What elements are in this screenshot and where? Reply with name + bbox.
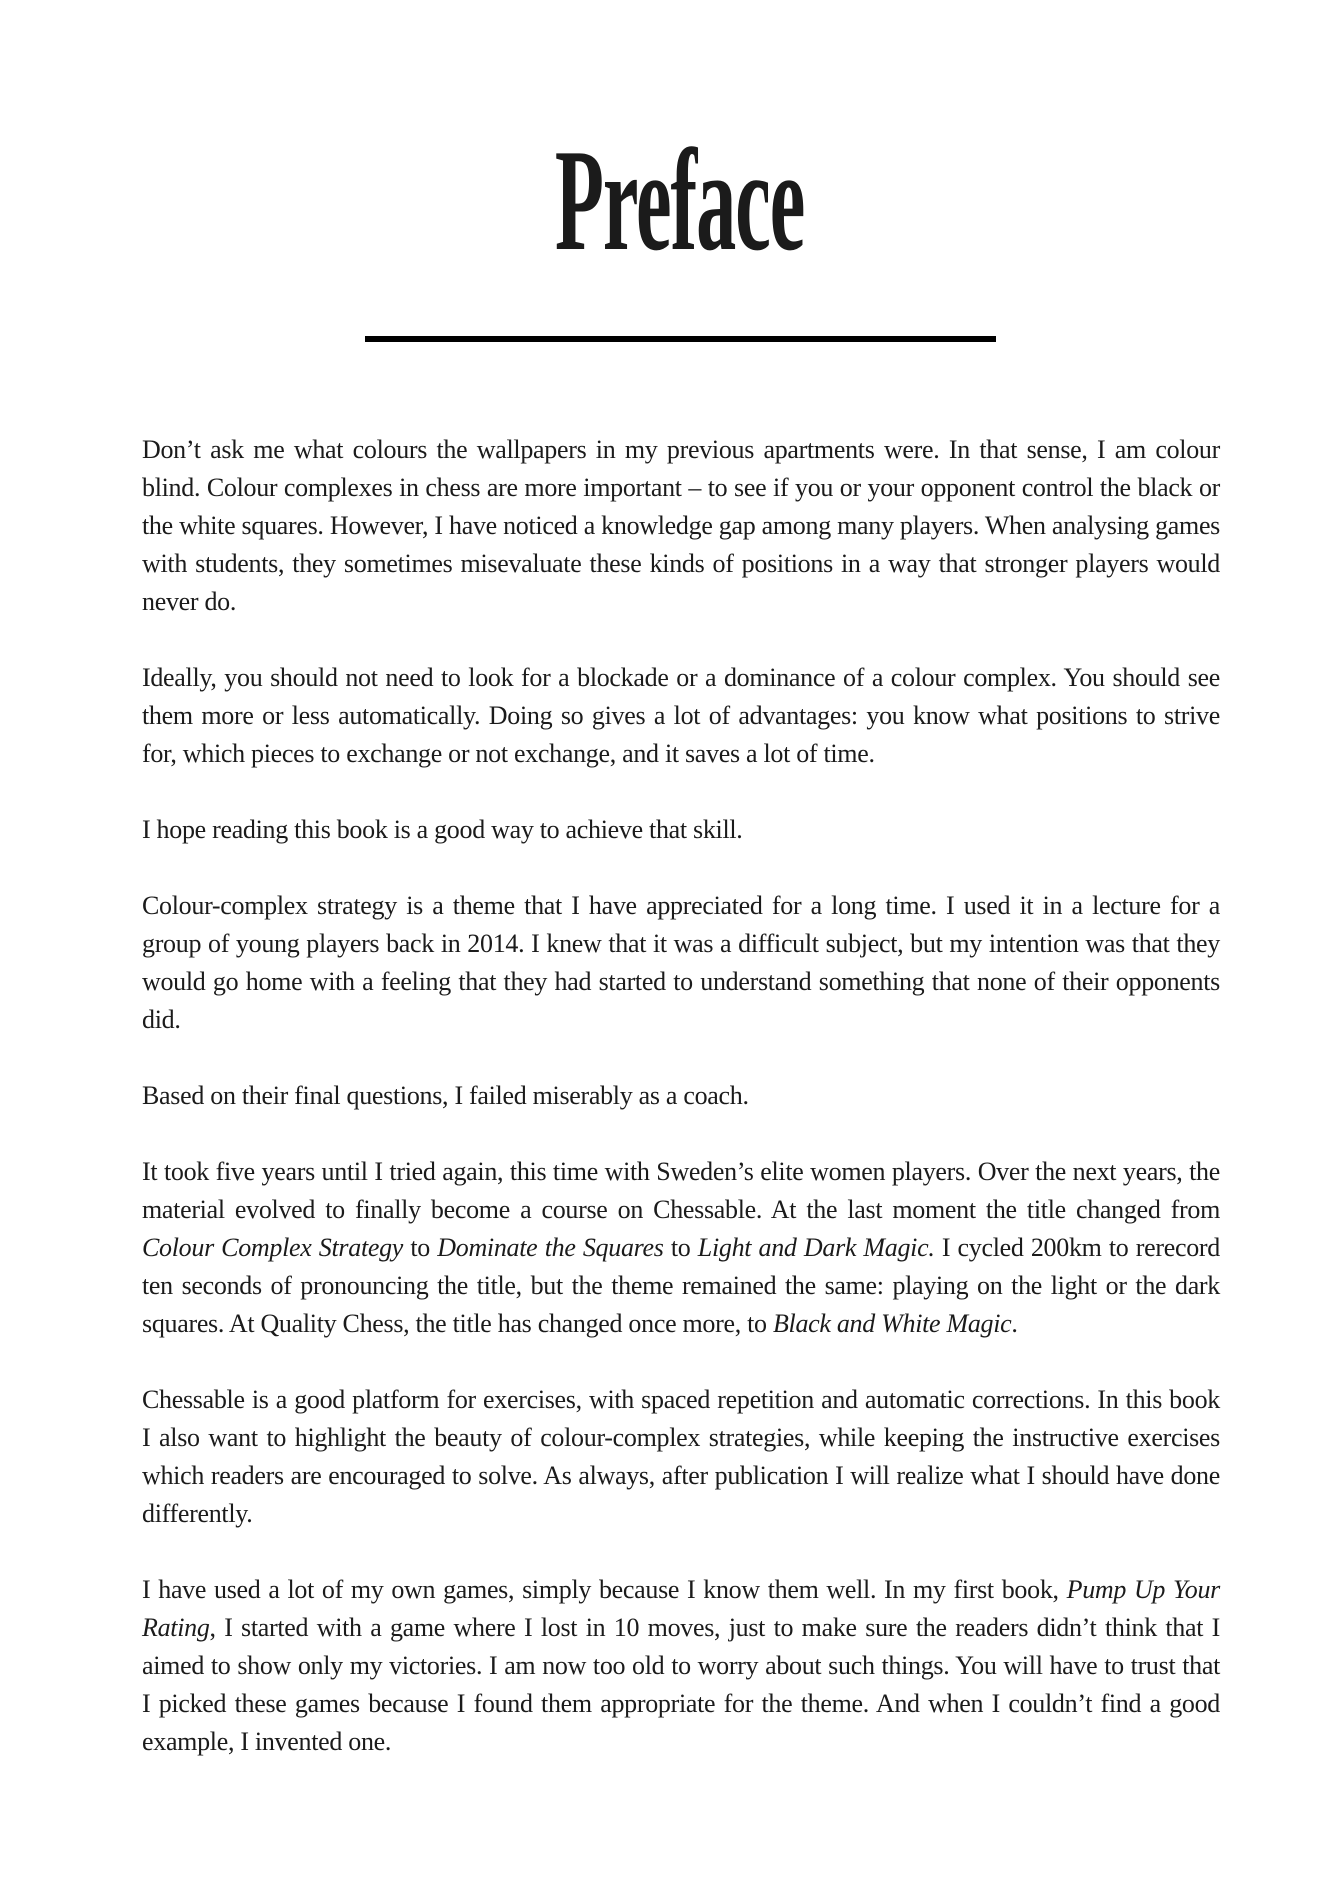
text-run: Chessable is a good platform for exercises, with spaced repetition and automatic corrections. In this book I also want to highlight the beauty of colour-complex strategies, while keeping the instructive exercises which readers are encouraged to solve. As always, after publication I will realize what I should have done differently. [142, 1385, 1220, 1528]
title-divider-rule [365, 336, 996, 342]
italic-text-run: Black and White Magic [772, 1309, 1012, 1338]
paragraph [142, 887, 1220, 1039]
paragraph [142, 811, 1220, 849]
text-run: . [1011, 1309, 1018, 1338]
paragraph [142, 1077, 1220, 1115]
text-run: Don’t ask me what colours the wallpapers in my previous apartments were. In that sense, I am colour blind. Colour complexes in chess are more important – to see if you or your opponent control the black or the white squares. However, I have noticed a knowledge gap among many players. When analysing games with students, they sometimes misevaluate these kinds of positions in a way that stronger players would never do. [142, 435, 1220, 616]
text-run: to [403, 1233, 438, 1262]
paragraph [142, 1571, 1220, 1761]
italic-text-run: Pump Up Your Rating [142, 1575, 1220, 1642]
paragraph [142, 659, 1220, 773]
text-run: I hope reading this book is a good way to achieve that skill. [142, 815, 743, 844]
italic-text-run: Colour Complex Strategy [142, 1233, 404, 1262]
text-run: It took five years until I tried again, this time with Sweden’s elite women players. Over the next years, the material evolved to finally become a course on Chessable. At the last moment the title changed from [142, 1157, 1220, 1224]
page-title-text: Preface [554, 119, 805, 281]
text-run: Ideally, you should not need to look for a blockade or a dominance of a colour complex. You should see them more or less automatically. Doing so gives a lot of advantages: you know what positions to strive for, which pieces to exchange or not exchange, and it saves a lot of time. [142, 663, 1220, 768]
preface-body [142, 431, 1220, 1761]
text-run: , I started with a game where I lost in 10 moves, just to make sure the readers didn’t think that I aimed to show only my victories. I am now too old to worry about such things. You will have to trust that I picked these games because I found them appropriate for the theme. And when I couldn’t find a good example, I invented one. [142, 1613, 1220, 1756]
text-run: Colour-complex strategy is a theme that I have appreciated for a long time. I used it in a lecture for a group of young players back in 2014. I knew that it was a difficult subject, but my intention was that they would go home with a feeling that they had started to understand something that none of their opponents did. [142, 891, 1220, 1034]
italic-text-run: Dominate the Squares [437, 1233, 664, 1262]
text-run: to [663, 1233, 698, 1262]
text-run: I have used a lot of my own games, simply because I know them well. In my first book, [142, 1575, 1067, 1604]
text-run: Based on their final questions, I failed miserably as a coach. [142, 1081, 749, 1110]
paragraph [142, 1381, 1220, 1533]
text-run: I cycled 200km to rerecord ten seconds of pronouncing the title, but the theme remained the same: playing on the light or the dark squares. At Quality Chess, the title has changed once more, to [142, 1233, 1220, 1338]
italic-text-run: Light and Dark Magic. [697, 1233, 935, 1262]
paragraph [142, 1153, 1220, 1343]
paragraph [142, 431, 1220, 621]
page-title [0, 119, 1339, 281]
